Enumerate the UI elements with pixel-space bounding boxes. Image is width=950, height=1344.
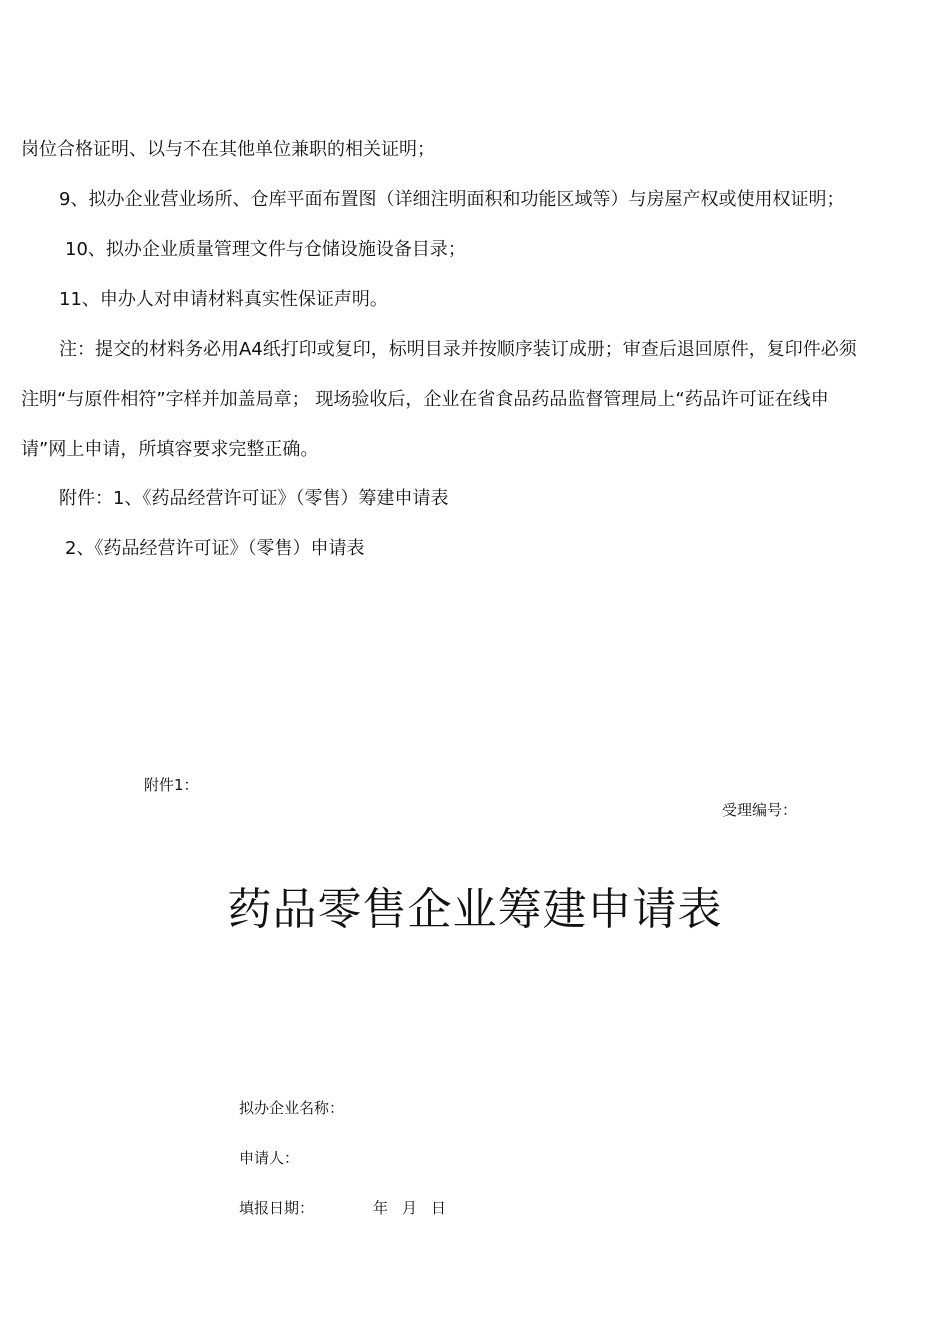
note-line-1: 注：提交的材料务必用A4纸打印或复印，标明目录并按顺序装订成册；审查后退回原件，复印件必须 — [59, 339, 857, 360]
fill-date-label: 填报日期： — [239, 1199, 315, 1217]
requirement-continuation: 岗位合格证明、以与不在其他单位兼职的相关证明； — [21, 139, 435, 160]
attachment-list-item-2: 2、《药品经营许可证》（零售）申请表 — [65, 538, 365, 559]
fill-date-units — [373, 1198, 460, 1218]
company-name-label: 拟办企业名称： — [239, 1099, 345, 1117]
acceptance-number-label: 受理编号： — [722, 801, 798, 819]
date-year-label: 年 — [373, 1199, 389, 1217]
applicant-label: 申请人： — [239, 1149, 300, 1167]
date-month-label: 月 — [402, 1199, 418, 1217]
requirement-item-11: 11、申办人对申请材料真实性保证声明。 — [59, 289, 388, 310]
attachment-list-item-1: 附件：1、《药品经营许可证》（零售）筹建申请表 — [59, 488, 449, 509]
note-line-3: 请”网上申请，所填容要求完整正确。 — [21, 439, 319, 460]
form-title: 药品零售企业筹建申请表 — [227, 884, 723, 935]
requirement-item-10: 10、拟办企业质量管理文件与仓储设施设备目录； — [65, 239, 466, 260]
note-line-2: 注明“与原件相符”字样并加盖局章； 现场验收后，企业在省食品药品监督管理局上“药品许可证在线申 — [21, 389, 829, 410]
date-day-label: 日 — [431, 1199, 447, 1217]
requirement-item-9: 9、拟办企业营业场所、仓库平面布置图（详细注明面积和功能区域等）与房屋产权或使用权证明； — [59, 189, 845, 210]
attachment-label: 附件1： — [144, 776, 199, 794]
